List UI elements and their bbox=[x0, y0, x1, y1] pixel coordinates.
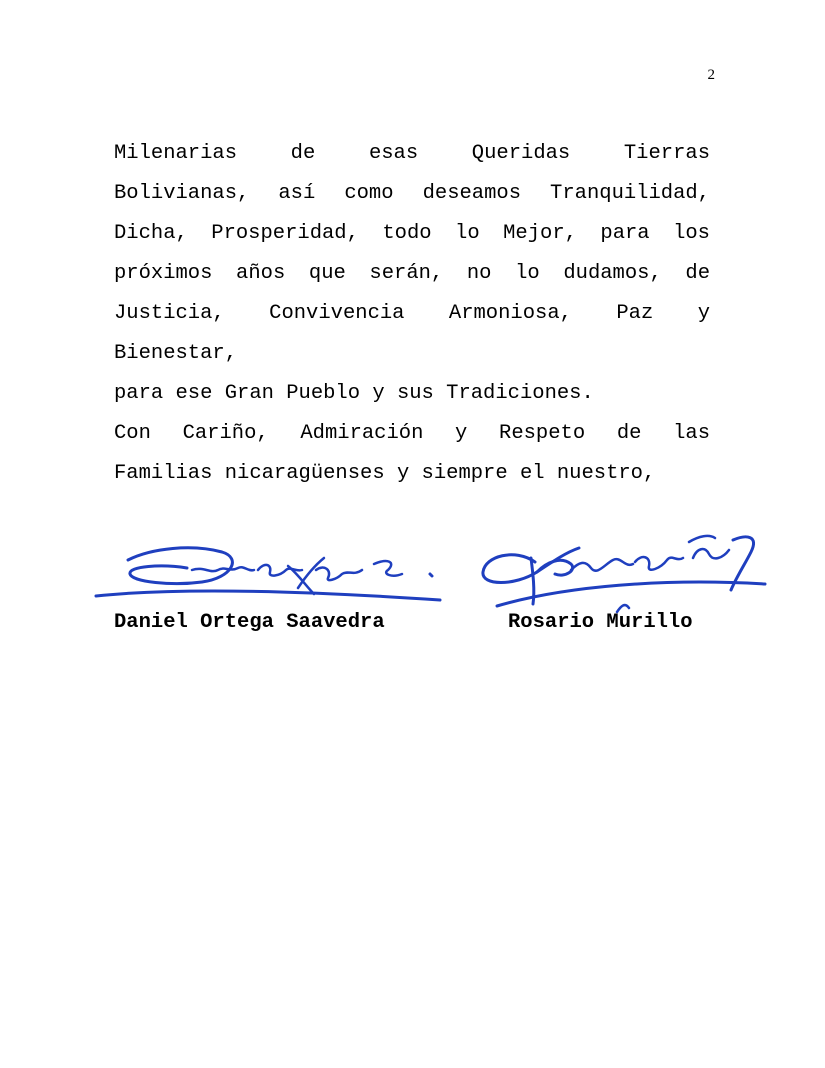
paragraph-line: Justicia, Convivencia Armoniosa, Paz y Bienestar, bbox=[114, 302, 710, 365]
paragraph-line: Milenarias de esas Queridas Tierras bbox=[114, 142, 710, 165]
signer-name-daniel-ortega: Daniel Ortega Saavedra bbox=[114, 611, 385, 634]
page-number: 2 bbox=[707, 67, 715, 83]
paragraph-line: Familias nicaragüenses y siempre el nuestro, bbox=[114, 462, 656, 485]
paragraph-line: Dicha, Prosperidad, todo lo Mejor, para los bbox=[114, 222, 710, 245]
paragraph-line: Bolivianas, así como deseamos Tranquilidad, bbox=[114, 182, 710, 205]
paragraph-line: próximos años que serán, no lo dudamos, de bbox=[114, 262, 710, 285]
letter-paragraph-1 bbox=[114, 134, 710, 414]
paragraph-line: Con Cariño, Admiración y Respeto de las bbox=[114, 422, 710, 445]
signer-name-rosario-murillo: Rosario Murillo bbox=[508, 611, 693, 634]
letter-paragraph-2 bbox=[114, 414, 710, 494]
signature-rosario-murillo bbox=[475, 512, 767, 622]
paragraph-line: para ese Gran Pueblo y sus Tradiciones. bbox=[114, 382, 594, 405]
signature-daniel-ortega bbox=[92, 530, 444, 610]
